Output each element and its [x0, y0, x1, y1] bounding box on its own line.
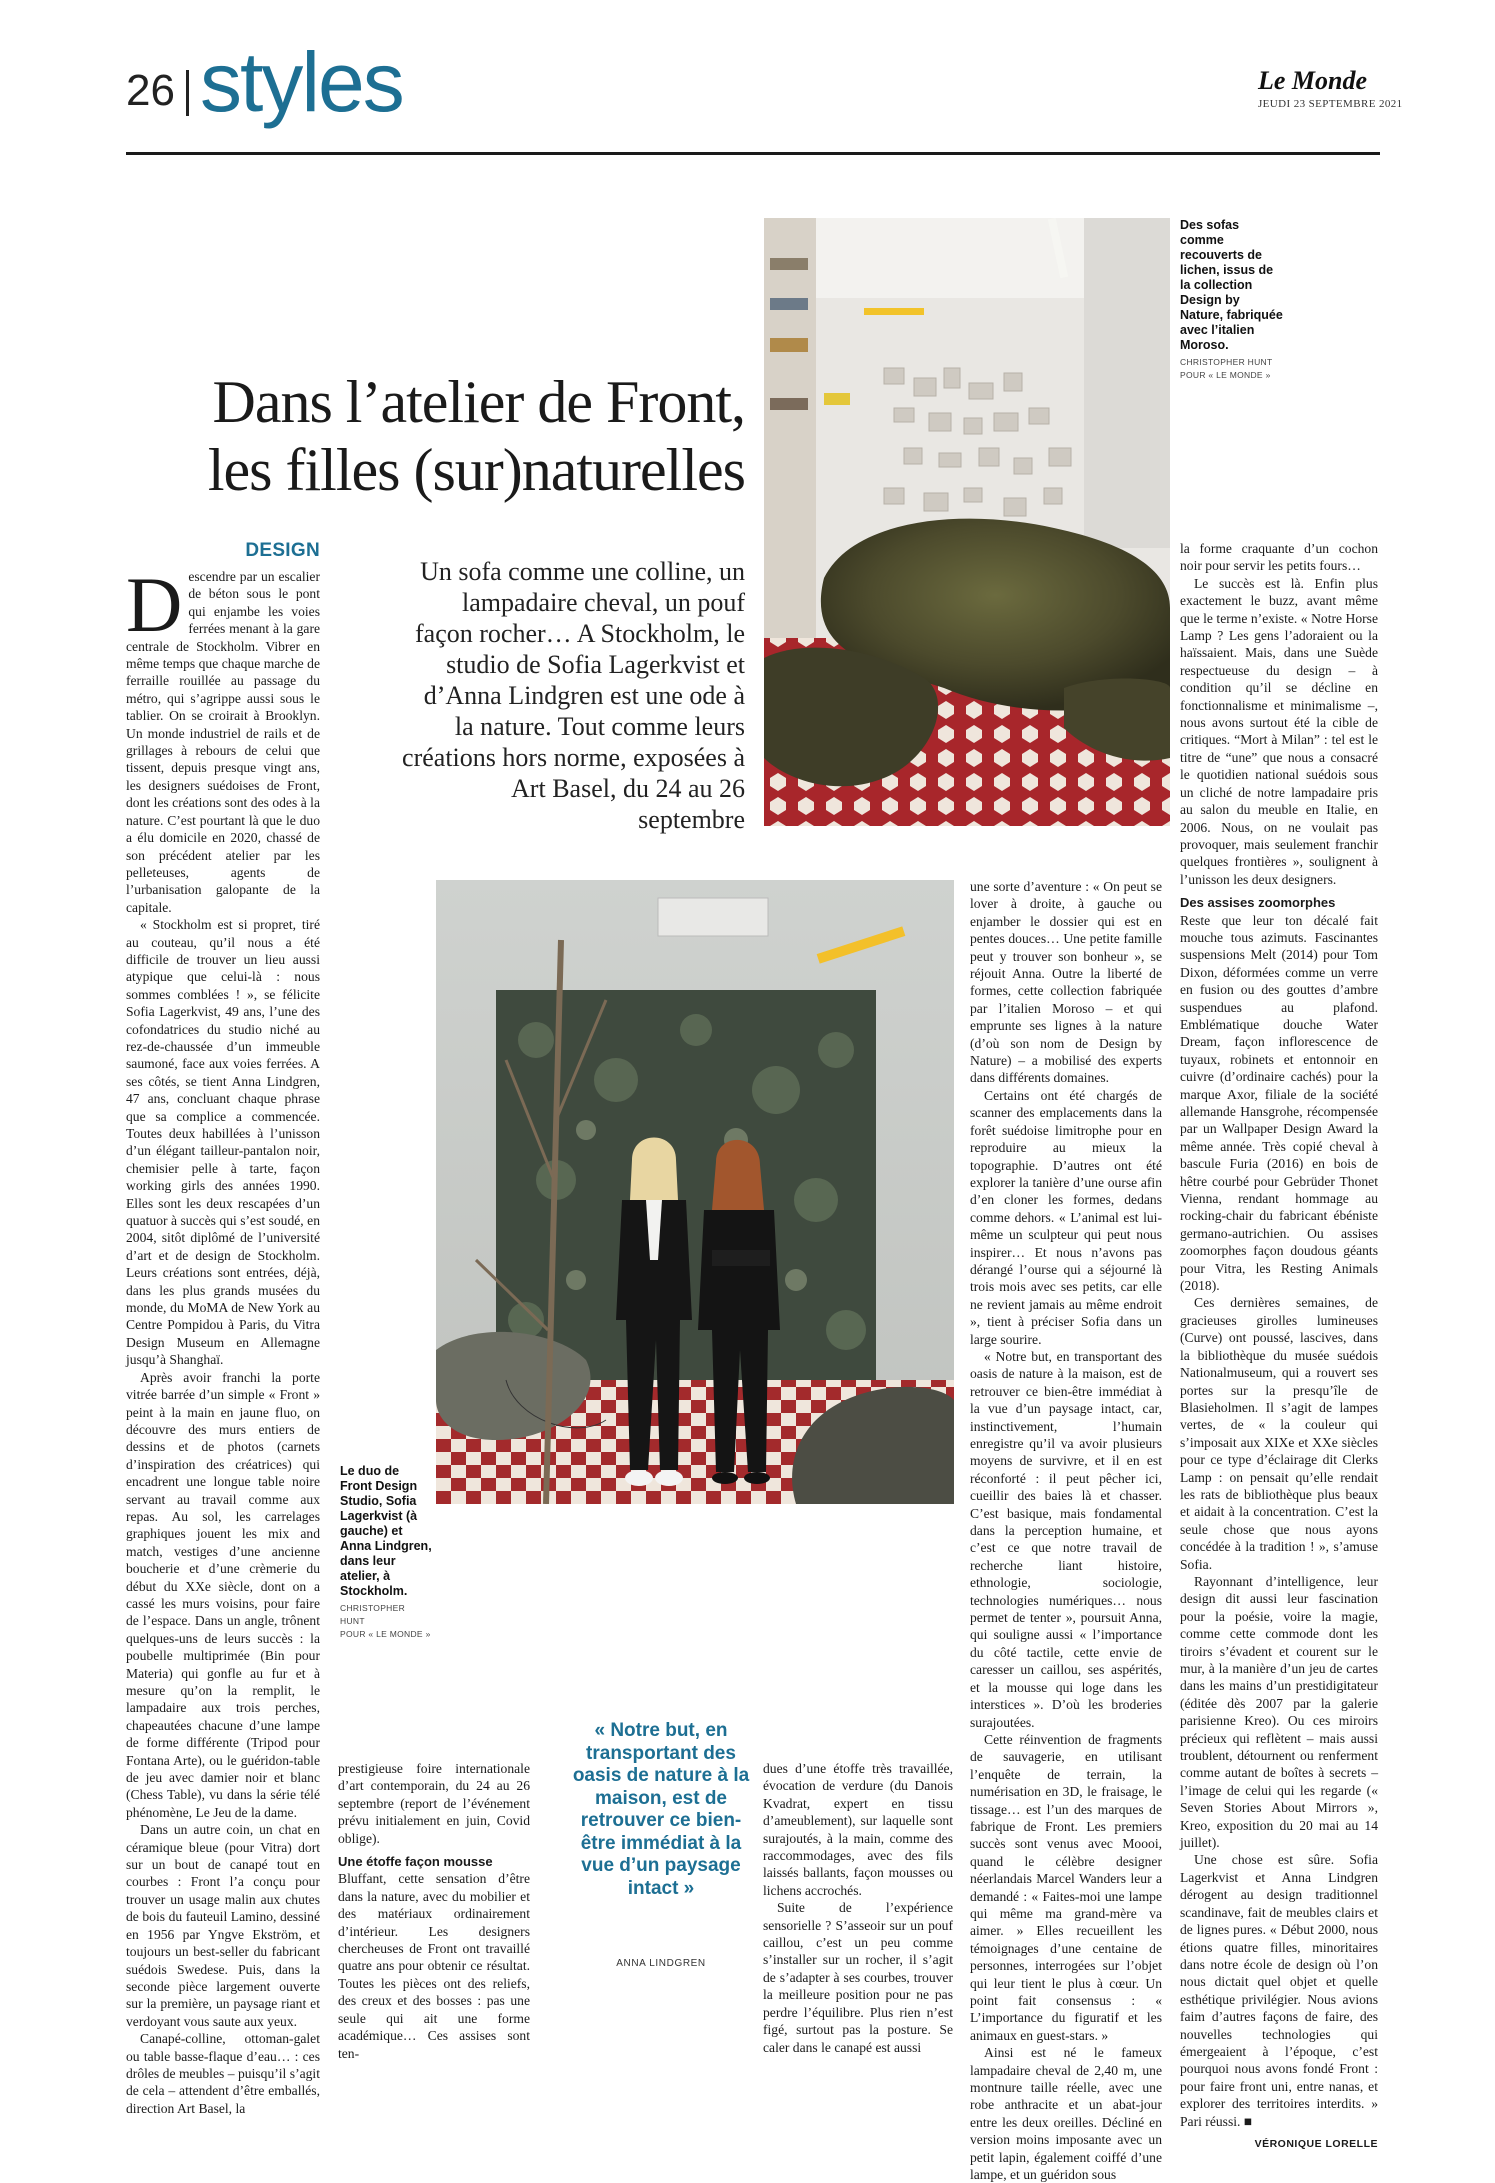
- paragraph: Bluffant, cette sensation d’être dans la nature, avec du mobilier et des matériaux ordinairement d’intérieur. Les designers chercheuses de Front ont travaillé quatre ans pour obtenir ce résultat. Toutes les pièces ont des reliefs, des creux et des bosses : pas une seule qui ait une forme académique… Ces assises sont ten-: [338, 1871, 530, 2061]
- paragraph: Reste que leur ton décalé fait mouche tous azimuts. Fascinantes suspensions Melt (2014) pour Tom Dixon, déformées comme un verre en fusion ou des gouttes d’ambre suspendues au plafond. Emblématique douche Water Dream, façon inflorescence de tuyaux, robinets et entonnoir en cuivre (d’ordinaire cachés) pour la marque Axor, filiale de la société allemande Hansgrohe, récompensée par un Wallpaper Design Award la même année. Très copié cheval à bascule Furia (2016) en bois de hêtre courbé pour Gebrüder Thonet Vienna, rendant hommage au rocking-chair du fabricant ébéniste germano-autrichien. Ou assises zoomorphes façon doudous géants pour Vitra, les Resting Animals (2018).: [1180, 912, 1378, 1294]
- subheading-etoffe: Une étoffe façon mousse: [338, 1854, 493, 1870]
- top-photo-credit: CHRISTOPHER HUNT: [1180, 357, 1273, 367]
- sofa-photo: [764, 218, 1170, 826]
- headline-line-1: Dans l’atelier de Front,: [212, 369, 745, 435]
- top-photo-caption-block: [1180, 218, 1285, 382]
- paragraph: Ces dernières semaines, de gracieuses girolles lumineuses (Curve) ont poussé, lascives, dans la bibliothèque du musée suédois Nationalmuseum, qui a rouvert ses portes sur la presqu’île de Blasieholmen. Il s’agit de lampes vertes, de « la couleur qui s’imposait aux XIXe et XXe siècles pour ce type d’éclairage dit Clerks Lamp : on pensait qu’elle rendait les rats de bibliothèque plus beaux et aidait à la concentration. C’est la seule chose que nous ayons concédée à la tradition ! », s’amuse Sofia.: [1180, 1295, 1378, 1572]
- paragraph: [126, 561, 320, 916]
- header-rule: [126, 152, 1380, 155]
- column-4: [763, 1760, 953, 2056]
- paragraph: la forme craquante d’un cochon noir pour servir les petits fours…: [1180, 541, 1378, 574]
- paragraph: une sorte d’aventure : « On peut se lover à droite, à gauche ou enjamber le dossier qui est en pentes douces… Une petite famille peut y trouver son bonheur », se réjouit Anna. Outre la liberté de formes, cette collection fabriquée par l’italien Moroso – et qui emprunte ses lignes à la nature (d’où son nom de Design by Nature) – a mobilisé des experts dans différents domaines.: [970, 879, 1162, 1086]
- paragraph: dues d’une étoffe très travaillée, évocation de verdure (du Danois Kvadrat, expert en tissu d’ameublement), sur laquelle sont surajoutés, à la main, comme des raccommodages, avec des fils laissés ballants, façon mousses ou lichens accrochés.: [763, 1761, 953, 1898]
- top-photo-caption: Des sofas comme recouverts de lichen, issus de la collection Design by Nature, fabriquée avec l’italien Moroso.: [1180, 218, 1283, 352]
- paragraph: Ainsi est né le fameux lampadaire cheval de 2,40 m, une montnure taille réelle, avec une robe anthracite et un abat-jour entre les deux oreilles. Décliné en version moins imposante avec un petit lapin, également coiffé d’une lampe, et un guéridon sous: [970, 2045, 1162, 2183]
- subheading-assises: Des assises zoomorphes: [1180, 895, 1336, 911]
- portrait-credit-outlet: POUR « LE MONDE »: [340, 1629, 431, 1639]
- paragraph: Certains ont été chargés de scanner des emplacements dans la forêt suédoise limitrophe pour en reproduire au mieux la topographie. D’autres ont été explorer la tanière d’une ourse afin d’en cloner les formes, dedans comme dehors. « L’animal est lui-même un sculpteur qui peut nous inspirer… Et nous n’avons pas dérangé l’ourse qui a séjourné là trois mois avec ses petits, car elle ne revient jamais au même endroit », tient à préciser Sofia dans un large sourire.: [970, 1087, 1162, 1347]
- column-5: [970, 878, 1162, 2183]
- issue-date: JEUDI 23 SEPTEMBRE 2021: [1258, 98, 1403, 110]
- portrait-caption: Le duo de Front Design Studio, Sofia Lagerkvist (à gauche) et Anna Lindgren, dans leur atelier, à Stockholm.: [340, 1464, 432, 1598]
- headline: [160, 368, 745, 504]
- column-6: [1180, 540, 1378, 2153]
- column-2: [338, 1760, 530, 2062]
- pull-quote: « Notre but, en transportant des oasis de nature à la maison, est de retrouver ce bien-être immédiat à la vue d’un paysage intact »: [572, 1720, 750, 1899]
- paragraph: « Notre but, en transportant des oasis de nature à la maison, est de retrouver ce bien-être immédiat à la vue d’un paysage intact, car, instinctivement, l’humain enregistre qu’il va avoir plusieurs moyens de survivre, et il en est réconforté : il peut pêcher ici, cueillir des baies là et chasser. C’est basique, mais fondamental dans la perception humaine, et c’est ce que notre travail de recherche liant histoire, ethnologie, sociologie, technologies numériques… nous permet de tenter », poursuit Anna, qui souligne aussi « l’importance du côté tactile, cette envie de caresser un caillou, ses aspérités, et la mousse qui loge dans les interstices ». D’où les broderies surajoutées.: [970, 1348, 1162, 1730]
- paragraph: Canapé-colline, ottoman-galet ou table basse-flaque d’eau… : ces drôles de meubles – puisqu’il s’agit de cela – attendent d’être emballés, direction Art Basel, la: [126, 2031, 320, 2116]
- paragraph: Dans un autre coin, un chat en céramique bleue (pour Vitra) dort sur un bout de canapé tout en courbes : Front l’a conçu pour trouver un usage malin aux chutes de bois du fauteuil Lamino, dessiné en 1956 par Yngve Ekström, et toujours un best-seller du fabricant suédois Swedese. Puis, dans la seconde pièce largement ouverte sur la première, un paysage riant et verdoyant vous saute aux yeux.: [126, 1822, 320, 2029]
- paragraph: Après avoir franchi la porte vitrée barrée d’un simple « Front » peint à la main en jaune fluo, on découvre des murs entiers de dessins et de photos (carnets d’inspiration des créatrices) qui encadrent une longue table noire servant au travail comme aux repas. Au sol, les carrelages graphiques jouent les mix and match, vestiges d’une ancienne boucherie et d’une crèmerie du début du XXe siècle, dont on a cassé les murs voisins, pour faire de l’espace. Dans un angle, trônent quelques-uns de leurs succès : la poubelle multiprimée (Bin pour Materia) qui gonfle au fur et à mesure qu’on la remplit, le lampadaire aux trois perches, chapeautées chacune d’une lampe de forme différente (Tripod pour Fontana Arte), ou le guéridon-table de jeu avec damier noir et blanc (Chess Table), vu dans la série télé phénomène, Le Jeu de la dame.: [126, 1369, 320, 1820]
- paragraph: Rayonnant d’intelligence, leur design dit aussi leur fascination pour la poésie, voire la magie, comme cette commode dont les tiroirs s’évadent et courent sur le mur, à la manière d’un jeu de cartes dans les mains d’un prestidigitateur (éditée dès 2007 par la galerie parisienne Kreo). Ou ces miroirs précieux qui reflètent – mais aussi troublent, détournent ou renferment comme autant de boîtes à secrets – l’image de celui qui les regarde (« Seven Stories About Mirrors », Kreo, exposition du 20 mai au 14 juillet).: [1180, 1573, 1378, 1851]
- paragraph: Suite de l’expérience sensorielle ? S’asseoir sur un pouf caillou, c’est un peu comme s’installer sur un rocher, il s’agit de s’adapter à ses courbes, trouver la meilleure position pour ne pas perdre l’équilibre. Plus rien n’est figé, surtout pas la posture. Se caler dans le canapé est aussi: [763, 1900, 953, 2055]
- rubric-label: DESIGN: [245, 540, 320, 561]
- paragraph: prestigieuse foire internationale d’art contemporain, du 24 au 26 septembre (report de l’événement prévu initialement en juin, Covid oblige).: [338, 1761, 530, 1846]
- section-title: styles: [200, 35, 403, 129]
- paragraph: Cette réinvention de fragments de sauvagerie, en utilisant l’enquête de terrain, la numérisation en 3D, le fraisage, le tissage… est l’un des marques de fabrique de Front. Les premiers succès sont venus avec Moooi, quand le célèbre designer néerlandais Marcel Wanders leur a demandé : « Faites-moi une lampe qui même ma grand-mère va aimer. » Elles recueillent les témoignages d’une centaine de personnes, interrogées sur l’objet qui leur tient le plus à cœur. Un point fait consensus : « L’importance du figuratif et les animaux en guest-stars. »: [970, 1731, 1162, 2043]
- portrait-photo: [436, 880, 954, 1504]
- author-signature: VÉRONIQUE LORELLE: [1254, 2137, 1378, 2150]
- paragraph: Une chose est sûre. Sofia Lagerkvist et Anna Lindgren dérogent au design traditionnel scandinave, fait de meubles clairs et de lignes pures. « Début 2000, nous étions quatre filles, minoritaires dans notre école de design où l’on nous dictait quel objet et quelle esthétique privilégier. Nous avions faim d’autres façons de faire, des nouvelles technologies qui émergeaient à l’époque, c’est pourquoi nous avons fondé Front : pour faire front uni, entre nanas, et explorer des territoires interdits. » Pari réussi. ■: [1180, 1852, 1378, 2129]
- portrait-caption-block: [340, 1464, 432, 1641]
- pull-quote-author: ANNA LINDGREN: [616, 1958, 706, 1969]
- newspaper-logo: Le Monde: [1258, 66, 1368, 95]
- column-1: [126, 561, 320, 2117]
- paragraph: Le succès est là. Enfin plus exactement le buzz, avant même que le terme n’existe. « Notre Horse Lamp ? Les gens l’adoraient ou la haïssaient. Mais, dans une Suède respectueuse du design – à condition qu’il se décline en fonctionnalisme et minimalisme –, nous avons surtout été la cible de critiques. “Mort à Milan” : tel est le titre de “une” que nous a consacré le quotidien national suédois sous un cliché de notre lampadaire pris au salon du meuble en Italie, en 2006. Nous, on ne voulait pas provoquer, mais seulement franchir quelques frontières », soulignent à l’unisson les deux designers.: [1180, 575, 1378, 887]
- top-photo-credit-outlet: POUR « LE MONDE »: [1180, 370, 1271, 380]
- header-divider: [186, 70, 189, 116]
- paragraph-text: escendre par un escalier de béton sous le pont qui enjambe les voies ferrées menant à la gare centrale de Stockholm. Vibrer en même temps que chaque marche de ferraille rouillée au passage du métro, qui s’agrippe aussi sous le tablier. On se croirait à Brooklyn. Un monde industriel de rails et de grillages à rebours de celui que tissent, depuis presque vingt ans, les designers suédoises de Front, dont les créations sont des odes à la nature. C’est pourtant là que le duo a élu domicile en 2020, chassé de son précédent atelier par les pelleteuses, agents de l’urbanisation galopante de la capitale.: [126, 569, 320, 915]
- paragraph: « Stockholm est si propret, tiré au couteau, qu’il nous a été difficile de trouver un lieu aussi atypique que celui-là : nous sommes comblées ! », se félicite Sofia Lagerkvist, 49 ans, l’une des cofondatrices du studio niché au rez-de-chaussée d’un immeuble saumoné, face aux voies ferrées. A ses côtés, se tient Anna Lindgren, 47 ans, concluant chaque phrase que sa complice a commencée. Toutes deux habillées à l’unisson d’un élégant tailleur-pantalon noir, chemisier pelle à tarte, façon working girls des années 1990. Elles sont les deux rescapées d’un quatuor à succès qui s’est soudé, en 2004, sitôt diplômé de l’université d’art et de design de Stockholm. Leurs créations sont entrées, déjà, dans les plus grands musées du monde, du MoMA de New York au Centre Pompidou à Paris, du Vitra Design Museum en Allemagne jusqu’à Shanghaï.: [126, 917, 320, 1368]
- portrait-credit: CHRISTOPHER HUNT: [340, 1603, 406, 1626]
- drop-cap: D: [126, 561, 183, 648]
- standfirst: Un sofa comme une colline, un lampadaire cheval, un pouf façon rocher… A Stockholm, le studio de Sofia Lagerkvist et d’Anna Lindgren est une ode à la nature. Tout comme leurs créations hors norme, exposées à Art Basel, du 24 au 26 septembre: [402, 557, 745, 834]
- page-number: 26: [126, 66, 175, 115]
- headline-line-2: les filles (sur)naturelles: [207, 437, 745, 503]
